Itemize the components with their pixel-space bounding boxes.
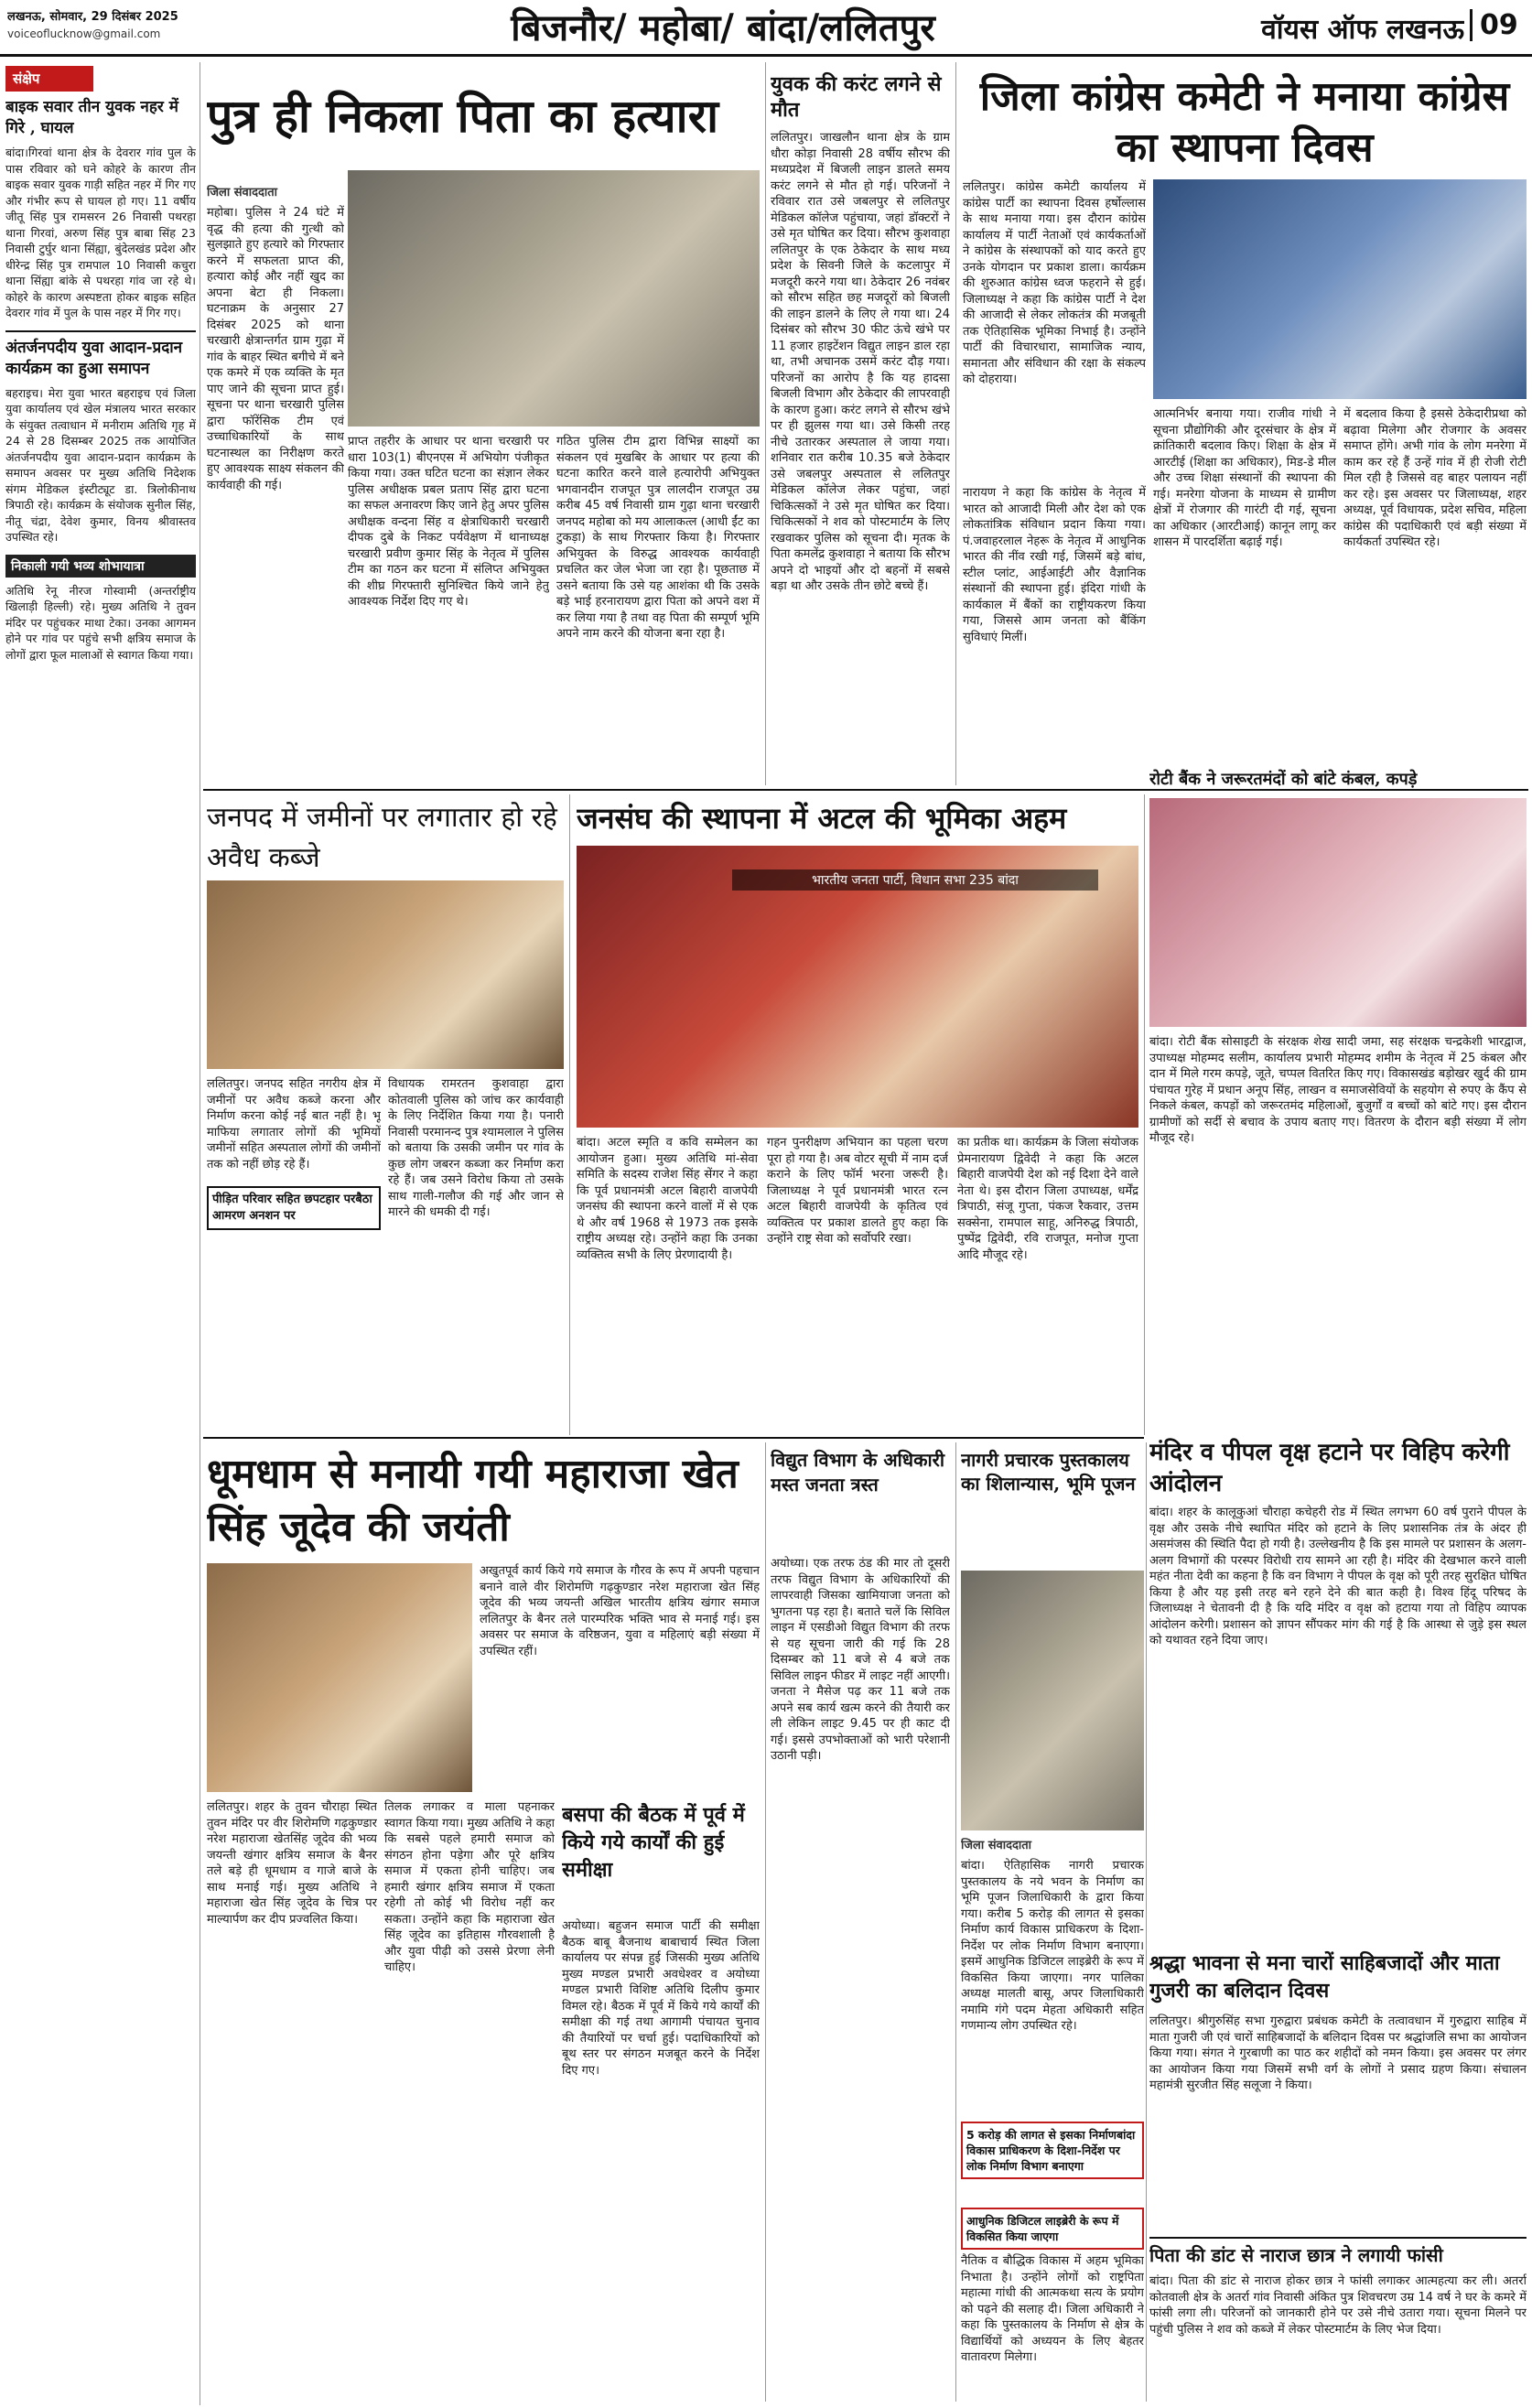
story1-body: महोबा। पुलिस ने 24 घंटे में वृद्ध की हत्या की गुत्थी को सुलझाते हुए हत्यारे को गिरफ्तार करने में सफलता प्राप्त की, हत्यारा कोई और नहीं खुद का अपना बेटा ही निकला। घटनाक्रम के अनुसार 27 दिसंबर 2025 को थाना चरखारी क्षेत्रान्तर्गत ग्राम गुढ़ा में गांव के बाहर स्थित बगीचे में बने एक कमरे में एक व्यक्ति के मृत पाए जाने की सूचना प्राप्त हुई। सूचना पर थाना चरखारी पुलिस द्वारा फॉरेंसिक टीम एवं उच्चाधिकारियों के साथ घटनास्थल का निरीक्षण करते हुए आवश्यक साक्ष्य संकलन की कार्यवाही की गई। [207,206,344,492]
masthead [0,0,1532,57]
story1-photo [348,170,760,427]
story10-headline: विद्युत विभाग के अधिकारी मस्त जनता त्रस्त [771,1449,945,1496]
section-rule [203,1437,1144,1439]
story4-headline: जनपद में जमीनों पर लगातार हो रहे अवैध कब्जे [207,802,557,874]
story11-callout: 5 करोड़ की लागत से इसका निर्माणबांदा विकास प्राधिकरण के दिशा-निर्देश पर लोक निर्माण विभाग बनाएगा [961,2122,1144,2179]
story6-photo [1149,798,1527,1027]
story3-photo [1153,179,1527,399]
story10-body: अयोध्या। एक तरफ ठंड की मार तो दूसरी तरफ विद्युत विभाग के अधिकारियों की लापरवाही जिसका खामियाजा जनता को भुगतना पड़ रहा है। बताते चलें कि सिविल लाइन में एसडीओ विद्युत विभाग की तरफ से यह सूचना जारी की गई कि 28 दिसम्बर को 11 बजे से 4 बजे तक सिविल लाइन फीडर में लाइट नहीं आएगी। जनता ने मैसेज पढ़ कर 11 बजे तक अपने सब कार्य खत्म करने की तैयारी कर ली लेकिन लाइट 9.45 पर ही काट दी गई। इससे उपभोक्ताओं को भारी परेशानी उठानी पड़ी। [771,1557,950,1763]
story11-body: बांदा। ऐतिहासिक नागरी प्रचारक पुस्तकालय के नये भवन के निर्माण का भूमि पूजन जिलाधिकारी के द्वारा किया गया। करीब 5 करोड़ की लागत से इसका निर्माण कार्य विकास प्राधिकरण के दिशा-निर्देश पर लोक निर्माण विभाग बनाएगा। इसमें आधुनिक डिजिटल लाइब्रेरी के रूप में विकसित किया जाएगा। नगर पालिका अध्यक्ष मालती बासू, अपर जिलाधिकारी नमामि गंगे पदम मेहता अधिकारी सहित गणमान्य लोग उपस्थित रहे। [961,1859,1144,2033]
story9-body: अयोध्या। बहुजन समाज पार्टी की समीक्षा बैठक बाबू बैजनाथ बाबाचार्य स्थित जिला कार्यालय पर संपन्न हुई जिसकी मुख्य अतिथि मुख्य मण्डल प्रभारी अवधेश्वर व अयोध्या मण्डल प्रभारी विशिष्ट अतिथि दिलीप कुमार विमल रहे। बैठक में पूर्व में किये गये कार्यों की समीक्षा की गई तथा आगामी पंचायत चुनाव की तैयारियों पर चर्चा हुई। पदाधिकारियों को बूथ स्तर पर संगठन मजबूत करने के निर्देश दिए गए। [562,1919,760,2078]
story5-banner: भारतीय जनता पार्टी, विधान सभा 235 बांदा [732,869,1098,891]
column-rule [569,794,570,1435]
story13-body: बांदा। पिता की डांट से नाराज होकर छात्र ने फांसी लगाकर आत्महत्या कर ली। अतर्रा कोतवाली क्षेत्र के अतर्रा गांव निवासी अंकित पुत्र शिवचरण उम्र 14 वर्ष ने घर के कमरे में फांसी लगा ली। परिजनों को जानकारी होने पर उसे नीचे उतारा गया। सूचना मिलने पर पहुंची पुलिस ने शव को कब्जे में लेकर पोस्टमार्टम के लिए भेज दिया। [1149,2274,1527,2337]
story3-body: आत्मनिर्भर बनाया गया। राजीव गांधी ने सूचना प्रौद्योगिकी और दूरसंचार के क्षेत्र में क्रांतिकारी बदलाव किए। शिक्षा के क्षेत्र में आरटीई (शिक्षा का अधिकार), मिड-डे मील और उच्च शिक्षा संस्थानों की स्थापना की गई। मनरेगा योजना के माध्यम से ग्रामीण क्षेत्रों में रोजगार की गारंटी दी गई, सूचना का अधिकार (आरटीआई) कानून लागू कर शासन में पारदर्शिता बढ़ाई गई। [1153,407,1336,549]
story8-photo [207,1563,472,1792]
brief-headline: अंतर्जनपदीय युवा आदान-प्रदान कार्यक्रम का हुआ समापन [5,330,196,380]
story8-body: तिलक लगाकर व माला पहनाकर स्वागत किया गया। मुख्य अतिथि ने कहा कि सबसे पहले हमारी समाज को संगठन होना पड़ेगा और पूरे क्षत्रिय समाज में एकता होनी चाहिए। जब हमारी खंगार क्षत्रिय समाज में एकता रहेगी तो कोई भी विरोध नहीं कर सकता। उन्होंने कहा कि महाराजा खेत सिंह जूदेव का इतिहास गौरवशाली है और युवा पीढ़ी को उससे प्रेरणा लेनी चाहिए। [384,1800,555,1974]
brief-body: अतिथि रेनू नीरज गोस्वामी (अन्तर्राष्ट्रीय खिलाड़ी हिल्ली) रहे। मुख्य अतिथि ने तुवन मंदिर पर पहुंचकर माथा टेका। उनका आगमन होने पर गांव पर पहुंचे सभी क्षत्रिय समाज के लोगों द्वारा फूल मालाओं से स्वागत किया गया। [5,583,196,662]
story6-headline: रोटी बैंक ने जरूरतमंदों को बांटे कंबल, कपड़े [1149,770,1418,789]
story5-photo [577,846,1138,1128]
story11-photo [961,1571,1144,1830]
story8-body: अखुतपूर्व कार्य किये गये समाज के गौरव के रूप में अपनी पहचान बनाने वाले वीर शिरोमणि गढ़कुण्डार नरेश महाराजा खेत सिंह जूदेव की भव्य जयन्ती अखिल भारतीय क्षत्रिय खंगार समाज ललितपुर के बैनर तले पारम्परिक भक्ति भाव से मनाई गई। इस अवसर पर समाज के वरिष्ठजन, युवा व महिलाएं बड़ी संख्या में उपस्थित रहीं। [480,1564,760,1658]
story4-photo [207,880,564,1069]
story12-headline: श्रद्धा भावना से मना चारों साहिबजादों और माता गुजरी का बलिदान दिवस [1149,1951,1500,2003]
story9-headline: बसपा की बैठक में पूर्व में किये गये कार्यों की हुई समीक्षा [562,1803,745,1882]
story7-headline: मंदिर व पीपल वृक्ष हटाने पर विहिप करेगी आंदोलन [1149,1439,1510,1497]
masthead-email: voiceoflucknow@gmail.com [7,27,161,40]
story4-body: ललितपुर। जनपद सहित नगरीय क्षेत्र में जमीनों पर अवैध कब्जे करना और निर्माण करना कोई नई बात नहीं है। भू माफिया लगातार लोगों की भूमियों जमीनों सहित अस्पताल लोगों की जमीनों तक को नहीं छोड़ रहे हैं। [207,1077,381,1172]
page-number: 09 [1470,9,1527,41]
story5-body: गहन पुनरीक्षण अभियान का पहला चरण पूरा हो गया है। अब वोटर सूची में नाम दर्ज कराने के लिए फॉर्म भरना जरूरी है। जिलाध्यक्ष ने पूर्व प्रधानमंत्री भारत रत्न अटल बिहारी वाजपेयी के कृतित्व एवं व्यक्तित्व पर प्रकाश डालते हुए कहा कि उन्होंने राष्ट्र सेवा को सर्वोपरि रखा। [767,1136,948,1246]
story12-body: ललितपुर। श्रीगुरुसिंह सभा गुरुद्वारा प्रबंधक कमेटी के तत्वावधान में गुरुद्वारा साहिब में माता गुजरी जी एवं चारों साहिबजादों के बलिदान दिवस पर श्रद्धांजलि सभा का आयोजन किया गया। संगत ने गुरबाणी का पाठ कर शहीदों को नमन किया। इस अवसर पर लंगर का आयोजन किया गया जिसमें सभी वर्ग के लोगों ने प्रसाद ग्रहण किया। संचालन महामंत्री सुरजीत सिंह सलूजा ने किया। [1149,2014,1527,2092]
column-rule [765,62,766,785]
brief-headline: बाइक सवार तीन युवक नहर में गिरे , घायल [5,98,178,137]
brief-label: संक्षेप [5,66,93,92]
brand-name: वॉयस ऑफ लखनऊ [1261,14,1464,46]
story11-byline: जिला संवाददाता [961,1839,1032,1852]
story11-callout: आधुनिक डिजिटल लाइब्रेरी के रूप में विकसित किया जाएगा [961,2208,1144,2250]
section-title: बिजनौर/ महोबा/ बांदा/ललितपुर [511,6,935,49]
column-rule [1146,1442,1147,2402]
story5-body: बांदा। अटल स्मृति व कवि सम्मेलन का आयोजन हुआ। मुख्य अतिथि मां-सेवा समिति के सदस्य राजेश सिंह सेंगर ने कहा कि पूर्व प्रधानमंत्री अटल बिहारी वाजपेयी जनसंघ की स्थापना करने वालों में से एक थे और वर्ष 1968 से 1973 तक इसके राष्ट्रीय अध्यक्ष रहे। उन्होंने कहा कि उनका व्यक्तित्व सभी के लिए प्रेरणादायी है। [577,1136,758,1262]
story6-body: बांदा। रोटी बैंक सोसाइटी के संरक्षक शेख सादी जमा, सह संरक्षक चन्द्रकेशी भारद्वाज, उपाध्यक्ष मोहम्मद सलीम, कार्यालय प्रभारी मोहम्मद शमीम के नेतृत्व में 25 कंबल और दान में मिले गरम कपड़े, जूते, चप्पल वितरित किए गए। विकासखंड बड़ोखर खुर्द की ग्राम पंचायत गुरेह में प्रधान अनूप सिंह, लाखन व समाजसेवियों के सहयोग से रुपए के कैंप से निकले कंबल, कपड़ों को जरूरतमंद महिलाओं, बुजुर्गों व बच्चों को बांटे गए। इस दौरान ग्रामीणों को सर्दी से बचाव के उपाय बताए गए। वितरण के दौरान बड़ी संख्या में लोग मौजूद रहे। [1149,1035,1527,1145]
column-rule [955,62,956,785]
story13-headline: पिता की डांट से नाराज छात्र ने लगायी फांसी [1149,2237,1527,2268]
column-rule [1144,794,1145,1435]
story1-body: गठित पुलिस टीम द्वारा विभिन्न साक्ष्यों का संकलन एवं मुखबिर के आधार पर हत्या की घटना कारित करने वाले हत्यारोपी अभियुक्त भगवानदीन राजपूत पुत्र लालदीन राजपूत उम्र करीब 45 वर्ष निवासी ग्राम गुढ़ा थाना चरखारी जनपद महोबा को मय आलाकत्ल (आधी ईंट का टुकड़ा) के साथ गिरफ्तार किया है। गिरफ्तार अभियुक्त के विरुद्ध आवश्यक कार्यवाही प्रचलित कर जेल भेजा जा रहा है। पूछताछ में उसने बताया कि उसे यह आशंका थी कि उसके बड़े भाई हरनारायण द्वारा पिता को अपने वश में कर लिया गया है तथा वह पिता की सम्पूर्ण भूमि अपने नाम करने की योजना बना रहा है। [556,435,760,641]
story4-body: विधायक रामरतन कुशवाहा द्वारा कोतवाली पुलिस को जांच कर कार्यवाही के लिए निर्देशित किया गया है। पनारी निवासी परमानन्द पुत्र श्यामलाल ने पुलिस को बताया कि उसकी जमीन पर गांव के कुछ लोग जबरन कब्जा कर निर्माण करा रहे हैं। जब उसने विरोध किया तो उसके साथ गाली-गलौज की गई और जान से मारने की धमकी दी गई। [388,1077,564,1219]
story1-headline: पुत्र ही निकला पिता का हत्यारा [207,89,719,143]
story11-body: नैतिक व बौद्धिक विकास में अहम भूमिका निभाता है। उन्होंने लोगों को राष्ट्रपिता महात्मा गांधी की आत्मकथा सत्य के प्रयोग को पढ़ने की सलाह दी। जिला अधिकारी ने कहा कि पुस्तकालय के निर्माण से क्षेत्र के विद्यार्थियों को अध्ययन के लिए बेहतर वातावरण मिलेगा। [961,2254,1144,2364]
column-rule [765,1442,766,2402]
story3-body: ललितपुर। कांग्रेस कमेटी कार्यालय में कांग्रेस पार्टी का स्थापना दिवस हर्षोल्लास के साथ मनाया गया। इस दौरान कांग्रेस कार्यालय में पार्टी नेताओं एवं कार्यकर्ताओं ने कांग्रेस के संस्थापकों को याद करते हुए उनके योगदान पर प्रकाश डाला। कार्यक्रम की शुरुआत कांग्रेस ध्वज फहराने से हुई। जिलाध्यक्ष ने कहा कि कांग्रेस पार्टी ने देश की आजादी से लेकर लोकतंत्र की मजबूती तक ऐतिहासिक भूमिका निभाई है। उन्होंने पार्टी की विचारधारा, सामाजिक न्याय, समानता और संविधान की रक्षा के संकल्प को दोहराया। [963,180,1146,386]
story8-headline: धूमधाम से मनायी गयी महाराजा खेत सिंह जूदेव की जयंती [207,1451,739,1550]
story5-body: का प्रतीक था। कार्यक्रम के जिला संयोजक प्रेमनारायण द्विवेदी ने कहा कि अटल बिहारी वाजपेयी देश को नई दिशा देने वाले नेता थे। इस दौरान जिला उपाध्यक्ष, धर्मेंद्र त्रिपाठी, संजू गुप्ता, पंकज रैकवार, उत्तम सक्सेना, रामपाल साहू, अनिरुद्ध त्रिपाठी, पुष्पेंद्र द्विवेदी, रवि राजपूत, मनोज गुप्ता आदि मौजूद रहे। [957,1136,1138,1262]
story8-body: ललितपुर। शहर के तुवन चौराहा स्थित तुवन मंदिर पर वीर शिरोमणि गढ़कुण्डार नरेश महाराजा खेतसिंह जूदेव की भव्य जयन्ती खंगार क्षत्रिय समाज के बैनर तले बड़े ही धूमधाम व गाजे बाजे के साथ मनाई गई। मुख्य अतिथि ने महाराजा खेत सिंह जूदेव के चित्र पर माल्यार्पण कर दीप प्रज्वलित किया। [207,1800,377,1927]
story1-body: प्राप्त तहरीर के आधार पर थाना चरखारी पर धारा 103(1) बीएनएस में अभियोग पंजीकृत किया गया। उक्त घटित घटना का संज्ञान लेकर पुलिस अधीक्षक प्रबल प्रताप सिंह द्वारा घटना का सफल अनावरण किए जाने हेतु अपर पुलिस अधीक्षक वन्दना सिंह व क्षेत्राधिकारी चरखारी दीपक दुबे के निकट पर्यवेक्षण में थानाध्यक्ष चरखारी प्रवीण कुमार सिंह के नेतृत्व में पुलिस टीम का गठन कर घटना में संलिप्त अभियुक्त की शीघ्र गिरफ्तारी सुनिश्चित किये जाने हेतु आवश्यक निर्देश दिए गए थे। [348,435,549,609]
column-rule [955,1442,956,2402]
story1-byline: जिला संवाददाता [207,186,278,200]
story3-headline: जिला कांग्रेस कमेटी ने मनाया कांग्रेस का स्थापना दिवस [979,73,1510,171]
story2-body: ललितपुर। जाखलौन थाना क्षेत्र के ग्राम धौरा कोड़ा निवासी 28 वर्षीय सौरभ की मध्यप्रदेश में बिजली लाइन डालते समय करंट लगने से मौत हो गई। परिजनों ने रविवार रात उसे जबलपुर से ललितपुर मेडिकल कॉलेज पहुंचाया, जहां डॉक्टरों ने उसे मृत घोषित कर दिया। सौरभ कुशवाहा ललितपुर के एक ठेकेदार के साथ मध्य प्रदेश के सिवनी जिले के कटलापुर में मजदूरी करने गया था। ठेकेदार 26 नवंबर को सौरभ सहित छह मजदूरों को बिजली की लाइन डालने के लिए ले गया था। 24 दिसंबर को सौरभ 30 फीट ऊंचे खंभे पर 11 हजार हाइटेंशन विद्युत लाइन डाल रहा था, तभी अचानक उसमें करंट दौड़ गया। परिजनों का आरोप है कि यह हादसा बिजली विभाग और ठेकेदार की लापरवाही के कारण हुआ। करंट लगने से सौरभ खंभे पर ही झुलस गया था। उसे किसी तरह नीचे उतारकर अस्पताल ले जाया गया। शनिवार रात करीब 10.35 बजे ठेकेदार उसे जबलपुर अस्पताल से ललितपुर मेडिकल कॉलेज लेकर पहुंचा, जहां चिकित्सकों ने उसे मृत घोषित कर दिया। चिकित्सकों ने शव को पोस्टमार्टम के लिए रखवाकर पुलिस को सूचना दी। मृतक के पिता कमलेंद्र कुशवाहा ने बताया कि सौरभ अपने दो भाइयों और दो बहनों में सबसे बड़ा था और उसके तीन छोटे बच्चे हैं। [771,131,950,593]
brief-subhead: निकाली गयी भव्य शोभायात्रा [5,555,196,578]
story3-body: में बदलाव किया है इससे ठेकेदारीप्रथा को बढ़ावा मिलेगा और रोजगार के अवसर समाप्त होंगे। अभी गांव के लोग मनरेगा में काम कर रहे हैं उन्हें गांव में ही रोजी रोटी मिल रही है जिससे वह बाहर पलायन नहीं कर रहे। इस अवसर पर जिलाध्यक्ष, शहर अध्यक्ष, पूर्व विधायक, प्रदेश सचिव, महिला कांग्रेस की पदाधिकारी एवं बड़ी संख्या में कार्यकर्ता उपस्थित रहे। [1343,407,1527,549]
story11-headline: नागरी प्रचारक पुस्तकालय का शिलान्यास, भूमि पूजन [961,1449,1136,1495]
brief-body: बहराइच। मेरा युवा भारत बहराइच एवं जिला युवा कार्यालय एवं खेल मंत्रालय भारत सरकार के संयुक्त तत्वाधान में मनीराम अतिथि गृह में 24 से 28 दिसम्बर 2025 तक आयोजित अंतर्जनपदीय युवा आदान-प्रदान कार्यक्रम के समापन अवसर पर मुख्य अतिथि निदेशक संगम मेडिकल इंस्टीट्यूट डा. त्रिलोकीनाथ त्रिपाठी रहे। कार्यक्रम के संयोजक सुनील सिंह, नीतू चंद्रा, देवेश कुमार, विनय श्रीवास्तव उपस्थित रहे। [5,385,196,544]
story5-headline: जनसंघ की स्थापना में अटल की भूमिका अहम [577,801,1067,836]
story2-headline: युवक की करंट लगने से मौत [771,72,942,122]
masthead-date: लखनऊ, सोमवार, 29 दिसंबर 2025 [7,10,178,24]
story3-body: नारायण ने कहा कि कांग्रेस के नेतृत्व में भारत को आजादी मिली और देश को एक लोकतांत्रिक संविधान प्रदान किया गया। पं.जवाहरलाल नेहरू के नेतृत्व में आधुनिक भारत की नींव रखी गई, जिसमें बड़े बांध, स्टील प्लांट, आईआईटी और वैज्ञानिक संस्थानों की स्थापना हुई। इंदिरा गांधी के कार्यकाल में बैंकों का राष्ट्रीयकरण किया गया, जिससे आम जनता को बैंकिंग सुविधाएं मिलीं। [963,486,1146,644]
brief-column [5,66,196,2402]
story7-body: बांदा। शहर के कालूकुआं चौराहा कचेहरी रोड में स्थित लगभग 60 वर्ष पुराने पीपल के वृक्ष और उसके नीचे स्थापित मंदिर को हटाने के लिए प्रशासनिक तंत्र के अंदर ही असमंजस की स्थिति पैदा हो गयी है। उल्लेखनीय है कि इस मामले पर प्रशासन के अलग-अलग विभागों की परस्पर विरोधी राय सामने आ रही है। मंदिर की देखभाल करने वाली महंत नीता देवी का कहना है कि वन विभाग ने पीपल के वृक्ष को पूरी तरह सुरक्षित घोषित किया है और यह इसी तरह बने रहने देने की बात कही है। विश्व हिंदू परिषद के जिलाध्यक्ष ने चेतावनी दी है कि यदि मंदिर व वृक्ष को हटाया गया तो विहिप व्यापक आंदोलन करेगी। प्रशासन को ज्ञापन सौंपकर मांग की गई है कि आस्था से जुड़े इस स्थल को यथावत रहने दिया जाए। [1149,1506,1527,1647]
story4-callout: पीड़ित परिवार सहित छपटहार परबैठा आमरण अनशन पर [207,1186,381,1230]
brief-body: बांदा।गिरवां थाना क्षेत्र के देवरार गांव पुल के पास रविवार को घने कोहरे के कारण तीन बाइक सवार युवक गाड़ी सहित नहर में गिर गए और गंभीर रूप से घायल हो गए। 11 वर्षीय जीतू सिंह पुत्र रामसरन 26 निवासी पथरहा थाना गिरवां, अरुण सिंह पुत्र बाबा सिंह 23 निवासी टुर्घुर थाना सिंह्या, बुंदेलखंड प्रदेश और धीरेन्द्र सिंह पुत्र रामपाल 10 निवासी कचुरा थाना सिंह्या बांके से पथरहा गांव जा रहे थे। कोहरे के कारण अस्पष्टता होकर बाइक सहित देवरार गांव में पुल के पास नहर में गिर गए। [5,146,196,319]
